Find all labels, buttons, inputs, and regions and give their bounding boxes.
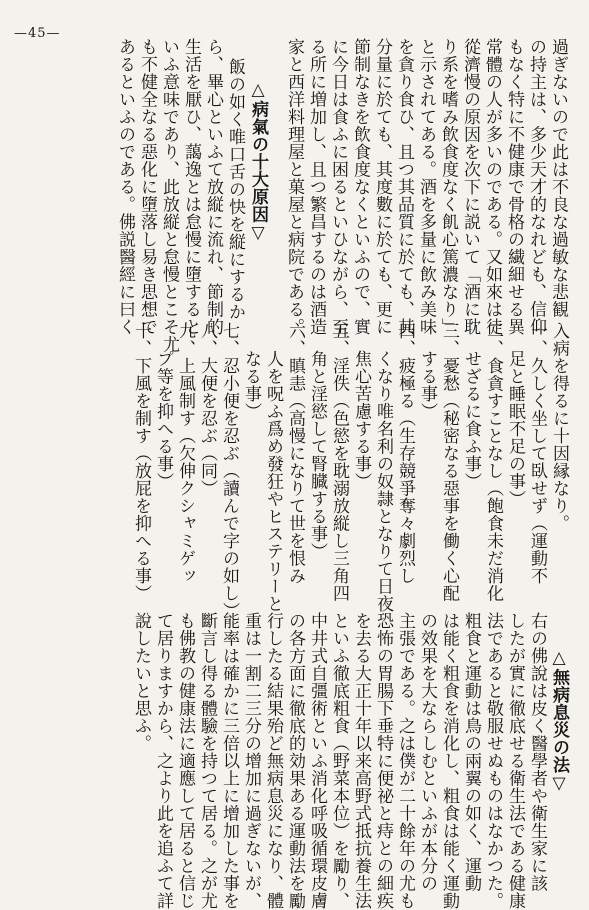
cause-item-5-cont: 角と淫慾して腎臓する事） [307,350,327,560]
cause-item-9-cont: プ等を抑へる事） [153,350,173,490]
health-body-line: 右の佛說は皮く醫學者や衛生家に該 [527,612,547,892]
top-left-line: 家と西洋料理屋と菓屋と病院である。 [284,38,304,336]
health-body-line: を去る大正十年以来高野式抵抗養生法 [351,612,371,910]
health-body-line: 行したる結果殆ど無病息災になり、體 [263,612,283,910]
health-body-line: は能く粗食を消化し、粗食は能く運動 [439,612,459,910]
cause-item-4: 四、疲極る（生存競爭奪々劇烈し [395,322,415,585]
cause-item-5: 五、淫佚（色慾を耽溺放縦し三角四 [329,322,349,602]
causes-body-line: 飯の如く唯口舌の快を縦にするか [225,58,245,321]
causes-body-line: ら、畢心といふて放縦に流れ、節制的 [203,38,223,336]
cause-item-1-cont: 足と睡眠不足の事） [505,350,525,508]
health-body-line: も佛教の健康法に適應して居ると信じ [175,612,195,910]
health-body-line: の效果を大ならしむといふが本分の [417,612,437,892]
cause-item-7: 七、忍小便を忍ぶ（讀んで字の如し） [219,322,239,620]
health-body-line: 說したいと思ふ。 [131,612,151,752]
causes-intro: 入病を得るに十因縁なり。 [549,322,569,532]
top-left-line: 節制なきを飲食度なくといふので、實 [350,38,370,336]
cause-item-4-cont: 焦心苦慮する事） [351,350,371,490]
top-left-line: 常體の人が多いのである。又如來は徒 [482,38,502,336]
health-body-line: したが實に徹底せる衛生法である健康 [505,612,525,910]
health-body-line: 能率は確かに三倍以上に增加した事を [219,612,239,910]
health-body-line: の各方面に徹底的効果ある運動法を勵 [285,612,305,910]
top-left-line: 過ぎないので此は不良な過敏な悲観 [548,38,568,318]
health-body-line: といふ徹底粗食（野菜本位）を勵り、 [329,612,349,910]
cause-item-6-cont: なる事） [241,350,261,420]
top-left-line: の持主は、多少天才的なれども、信仰 [526,38,546,336]
page-number: —45— [14,26,61,41]
cause-item-4-cont: くなり唯名利の奴隷となりて日夜 [373,350,393,613]
cause-item-6: 六、瞋恚（高慢になりて世を恨み [285,322,305,585]
health-body-line: て居りますから、之より此を追ふて詳 [153,612,173,910]
cause-item-3-cont: する事） [417,350,437,420]
top-left-line: もなく特に不健康で骨格の繊細せる異 [504,38,524,336]
health-body-line: 粗食と運動は鳥の兩翼の如く、運動 [461,612,481,892]
cause-item-3: 三、憂愁（秘密なる惡事を働く心配 [439,322,459,602]
health-body-line: 主張である。之は僕が二十餘年の尤も [395,612,415,910]
cause-item-1: 一、久しく坐して臥せず（運動不 [527,322,547,585]
health-body-line: 中井式自彊術といふ消化呼吸循環皮膚 [307,612,327,910]
section-heading-causes: △病氣の十大原因▽ [248,80,268,244]
top-left-line: 分量に於ても、其度數に於ても、更に [372,38,392,336]
cause-item-6-cont: 人を呪ふ爲め發狂やヒステリーと [263,350,283,613]
cause-item-2: 二、食貪すことなし（飽食未だ消化 [483,322,503,602]
top-left-line: に今日は食ふに困るといひながら、至 [328,38,348,336]
cause-item-2-cont: せざるに食ふ事） [461,350,481,490]
causes-body-line: あるといふのである。佛説醫經に曰く [115,38,135,336]
health-body-line: 重は一割二三分の增加に過ぎないが、 [241,612,261,910]
cause-item-9: 九、上風制す（欠伸クシャミゲッ [175,322,195,585]
cause-item-10: 十、下風を制す（放屁を抑へる事） [131,322,151,602]
section-heading-health-method: △無病息災の法▽ [549,648,569,794]
top-left-line: と示されてある。酒を多量に飲み美味 [416,38,436,336]
health-body-line: 法であると敬服せぬものはなかつた。 [483,612,503,910]
top-left-line: を貪り食ひ、且つ其品質に於ても、其 [394,38,414,336]
health-body-line: 恐怖の胃腸下垂特に便祕と痔との細疾 [373,612,393,910]
top-left-line: り系を嗜み飲食度なく飢心篤濃なり」 [438,38,458,336]
causes-body-line: 生活を厭ひ、藹逸とは怠慢に墮すると [181,38,201,336]
causes-body-line: いふ意味であり、此放縦と怠慢とこそ尤 [159,38,179,353]
top-left-line: る所に増加し、且つ繁昌するのは酒造 [306,38,326,336]
cause-item-8: 八、大便を忍ぶ（同） [197,322,217,497]
causes-body-line: も不健全なる惡化に墮落し易き思想で [137,38,157,336]
top-left-line: 從濟慢の原因を次下に説いて「酒に耽 [460,38,480,336]
health-body-line: 斷言し得る體驗を持つて居る。之が尤 [197,612,217,910]
